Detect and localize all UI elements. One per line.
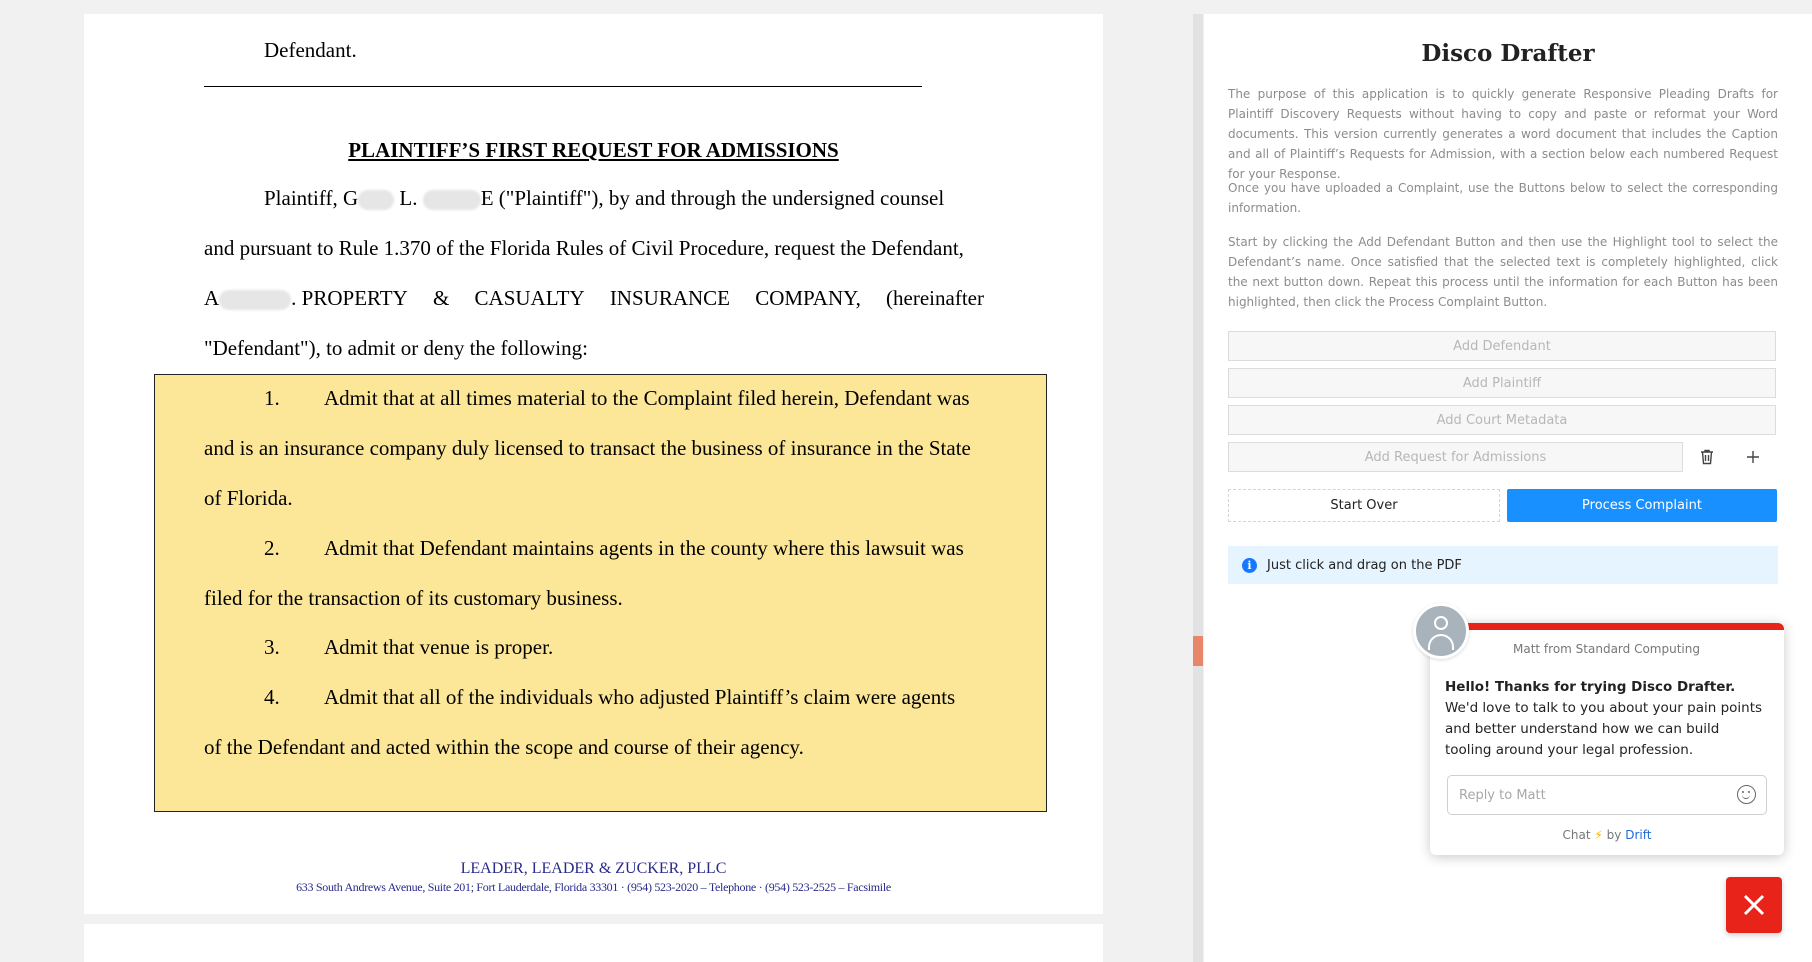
intro-word: CASUALTY	[474, 286, 585, 310]
divider-handle[interactable]	[1193, 636, 1203, 666]
intro-line-4: "Defendant"), to admit or deny the following:	[204, 336, 588, 360]
intro-word: COMPANY,	[755, 286, 861, 310]
plus-icon[interactable]	[1738, 442, 1768, 472]
description-upload: Once you have uploaded a Complaint, use the Buttons below to select the corresponding information.	[1228, 181, 1778, 215]
chat-accent-bar	[1430, 623, 1784, 630]
request-number: 4.	[264, 685, 280, 709]
redaction	[358, 190, 394, 210]
emoji-icon[interactable]	[1737, 785, 1756, 804]
description-purpose: The purpose of this application is to quickly generate Responsive Pleading Drafts for Plaintiff Discovery Requests without having to copy and paste or reformat your Word documents. This version currently generates a word document that includes the Caption and all of Plaintiff’s Requests for Admission, with a section below each numbered Request for your Response.	[1228, 87, 1778, 181]
info-alert	[1228, 546, 1778, 584]
chat-message	[1445, 677, 1770, 761]
request-number: 1.	[264, 386, 280, 410]
request-text: Admit that Defendant maintains agents in the county where this lawsuit was	[324, 536, 964, 560]
defendant-label: Defendant.	[264, 38, 357, 62]
request-text: Admit that at all times material to the Complaint filed herein, Defendant was	[324, 386, 970, 410]
info-text: Just click and drag on the PDF	[1267, 557, 1462, 573]
avatar	[1413, 603, 1469, 659]
request-2	[204, 536, 984, 560]
request-4	[204, 685, 984, 709]
request-3	[204, 635, 984, 659]
process-complaint-button[interactable]: Process Complaint	[1507, 489, 1777, 522]
request-1-line: of Florida.	[204, 486, 293, 510]
intro-word: INSURANCE	[609, 286, 730, 310]
user-icon	[1434, 616, 1448, 630]
request-1-line: and is an insurance company duly licensed to transact the business of insurance in the State	[204, 436, 971, 460]
signature-rule	[204, 86, 922, 87]
trash-icon[interactable]	[1692, 442, 1722, 472]
intro-text: E ("Plaintiff"), by and through the undersigned counsel	[480, 186, 945, 210]
pdf-page[interactable]	[84, 14, 1103, 914]
intro-word: (hereinafter	[886, 286, 984, 310]
chat-widget	[1430, 623, 1784, 855]
request-4-line: of the Defendant and acted within the scope and course of their agency.	[204, 735, 804, 759]
intro-word: &	[432, 286, 450, 310]
info-icon: i	[1242, 558, 1257, 573]
intro-text: Plaintiff, G	[264, 186, 359, 210]
add-request-for-admissions-button[interactable]: Add Request for Admissions	[1228, 442, 1683, 472]
add-court-metadata-button[interactable]: Add Court Metadata	[1228, 405, 1776, 435]
request-number: 2.	[264, 536, 280, 560]
intro-line-2: and pursuant to Rule 1.370 of the Florida Rules of Civil Procedure, request the Defendant,	[204, 236, 964, 260]
request-number: 3.	[264, 635, 280, 659]
chat-greeting-text: We'd love to talk to you about your pain points and better understand how we can build tooling around your legal profession.	[1445, 700, 1763, 758]
chat-reply-input[interactable]	[1447, 775, 1767, 815]
brand-chat-label: Chat	[1562, 828, 1591, 842]
intro-text: L.	[399, 186, 418, 210]
redaction	[423, 190, 481, 210]
chat-sender: Matt from Standard Computing	[1513, 642, 1700, 656]
chat-placeholder: Reply to Matt	[1459, 787, 1546, 803]
redaction	[219, 290, 291, 310]
brand-by-label: by	[1606, 828, 1622, 842]
footer-firm-name: LEADER, LEADER & ZUCKER, PLLC	[460, 860, 727, 877]
resize-divider[interactable]	[1193, 14, 1203, 962]
request-text: Admit that venue is proper.	[324, 635, 554, 659]
app-title: Disco Drafter	[1421, 40, 1595, 67]
start-over-button[interactable]: Start Over	[1228, 489, 1500, 522]
footer-address: 633 South Andrews Avenue, Suite 201; Fort Lauderdale, Florida 33301 · (954) 523-2020 – Telephone · (954) 523-2525 – Facsimile	[296, 880, 891, 894]
close-icon	[1741, 892, 1767, 918]
chat-greeting-bold: Hello! Thanks for trying Disco Drafter.	[1445, 679, 1736, 695]
drift-link[interactable]: Drift	[1625, 828, 1652, 842]
intro-line-1	[204, 186, 984, 210]
pdf-page-next[interactable]	[84, 924, 1103, 962]
request-text: Admit that all of the individuals who adjusted Plaintiff’s claim were agents	[324, 685, 956, 709]
request-2-line: filed for the transaction of its customary business.	[204, 586, 623, 610]
intro-text: A . PROPERTY	[204, 286, 408, 310]
add-defendant-button[interactable]: Add Defendant	[1228, 331, 1776, 361]
chat-branding[interactable]	[1430, 828, 1784, 842]
request-1	[204, 386, 984, 410]
lightning-icon: ⚡	[1594, 828, 1603, 842]
close-chat-button[interactable]	[1726, 877, 1782, 933]
document-title: PLAINTIFF’S FIRST REQUEST FOR ADMISSIONS	[348, 138, 839, 162]
description-instructions: Start by clicking the Add Defendant Button and then use the Highlight tool to select the Defendant’s name. Once satisfied that the selected text is completely highlighted, click the next button down. Repeat this process until the information for each Button has been highlighted, then click the Process Complaint Button.	[1228, 235, 1778, 309]
intro-line-3	[204, 286, 984, 310]
add-plaintiff-button[interactable]: Add Plaintiff	[1228, 368, 1776, 398]
